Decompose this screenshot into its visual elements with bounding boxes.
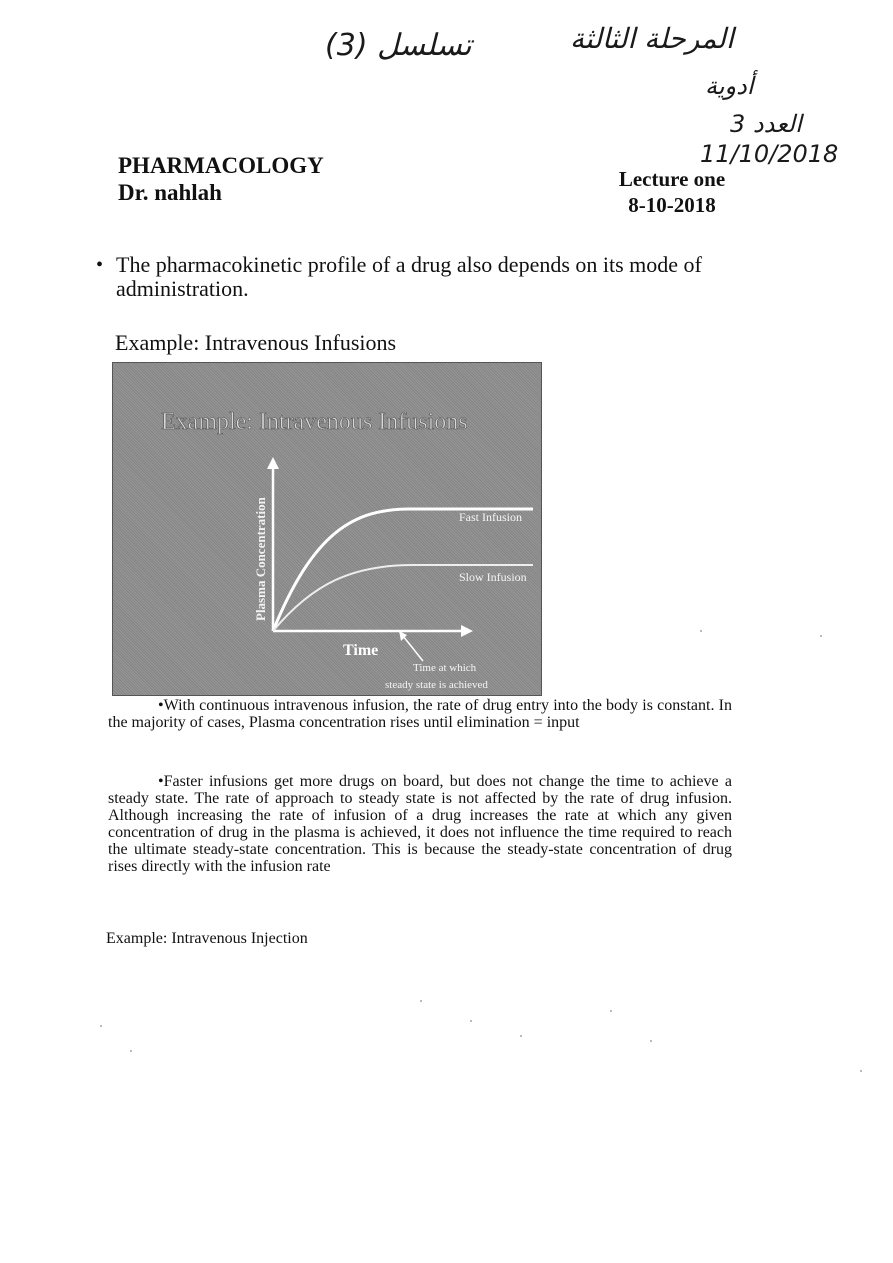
course-title: PHARMACOLOGY: [118, 153, 324, 178]
handwritten-series-label: تسلسل (3): [325, 28, 472, 63]
handwritten-dept: أدوية: [705, 72, 754, 100]
example-heading: Example: Intravenous Infusions: [115, 330, 397, 355]
course-header: [118, 152, 324, 206]
handwritten-issue: العدد 3: [730, 110, 802, 138]
lecture-number: Lecture one: [618, 167, 726, 191]
intro-text: The pharmacokinetic profile of a drug also depends on its mode of administration.: [116, 252, 702, 301]
intro-bullet: [96, 253, 716, 301]
y-axis-label: Plasma Concentration: [253, 497, 268, 621]
steady-state-label-line2: steady state is achieved: [385, 679, 488, 691]
next-example-heading: Example: Intravenous Injection: [106, 930, 308, 947]
paragraph-1-text: •With continuous intravenous infusion, the rate of drug entry into the body is constant. In the majority of cases, Plasma concentration rises until elimination = input: [108, 697, 732, 731]
fast-infusion-label: Fast Infusion: [459, 510, 522, 524]
lecture-header: [612, 166, 732, 218]
slow-infusion-label: Slow Infusion: [459, 570, 527, 584]
x-axis-arrow: [461, 625, 473, 637]
faster-infusion-paragraph: [108, 773, 732, 875]
x-axis-label: Time: [343, 642, 379, 659]
steady-state-label-line1: Time at which: [413, 662, 477, 674]
lecture-date: 8-10-2018: [628, 193, 716, 217]
handwritten-date: 11/10/2018: [700, 140, 839, 168]
infusion-slide-figure: [112, 362, 542, 696]
lecturer-name: Dr. nahlah: [118, 180, 222, 205]
continuous-infusion-paragraph: [108, 697, 732, 731]
steady-state-arrow: [403, 636, 423, 661]
y-axis-arrow: [267, 457, 279, 469]
handwritten-stage: المرحلة الثالثة: [570, 22, 734, 55]
slide-title: Example: Intravenous Infusions: [161, 409, 468, 435]
bullet-icon: •: [96, 254, 104, 276]
paragraph-2-text: •Faster infusions get more drugs on board, but does not change the time to achieve a steady state. The rate of approach to steady state is not affected by the rate of drug infusion. Although increasing the rate of infusion of a drug increases the rate at which any given concentration of drug in the plasma is achieved, it does not influence the time required to reach the ultimate steady-state concentration. This is because the steady-state concentration of drug rises directly with the infusion rate: [108, 773, 732, 875]
infusion-graph: [113, 363, 541, 695]
